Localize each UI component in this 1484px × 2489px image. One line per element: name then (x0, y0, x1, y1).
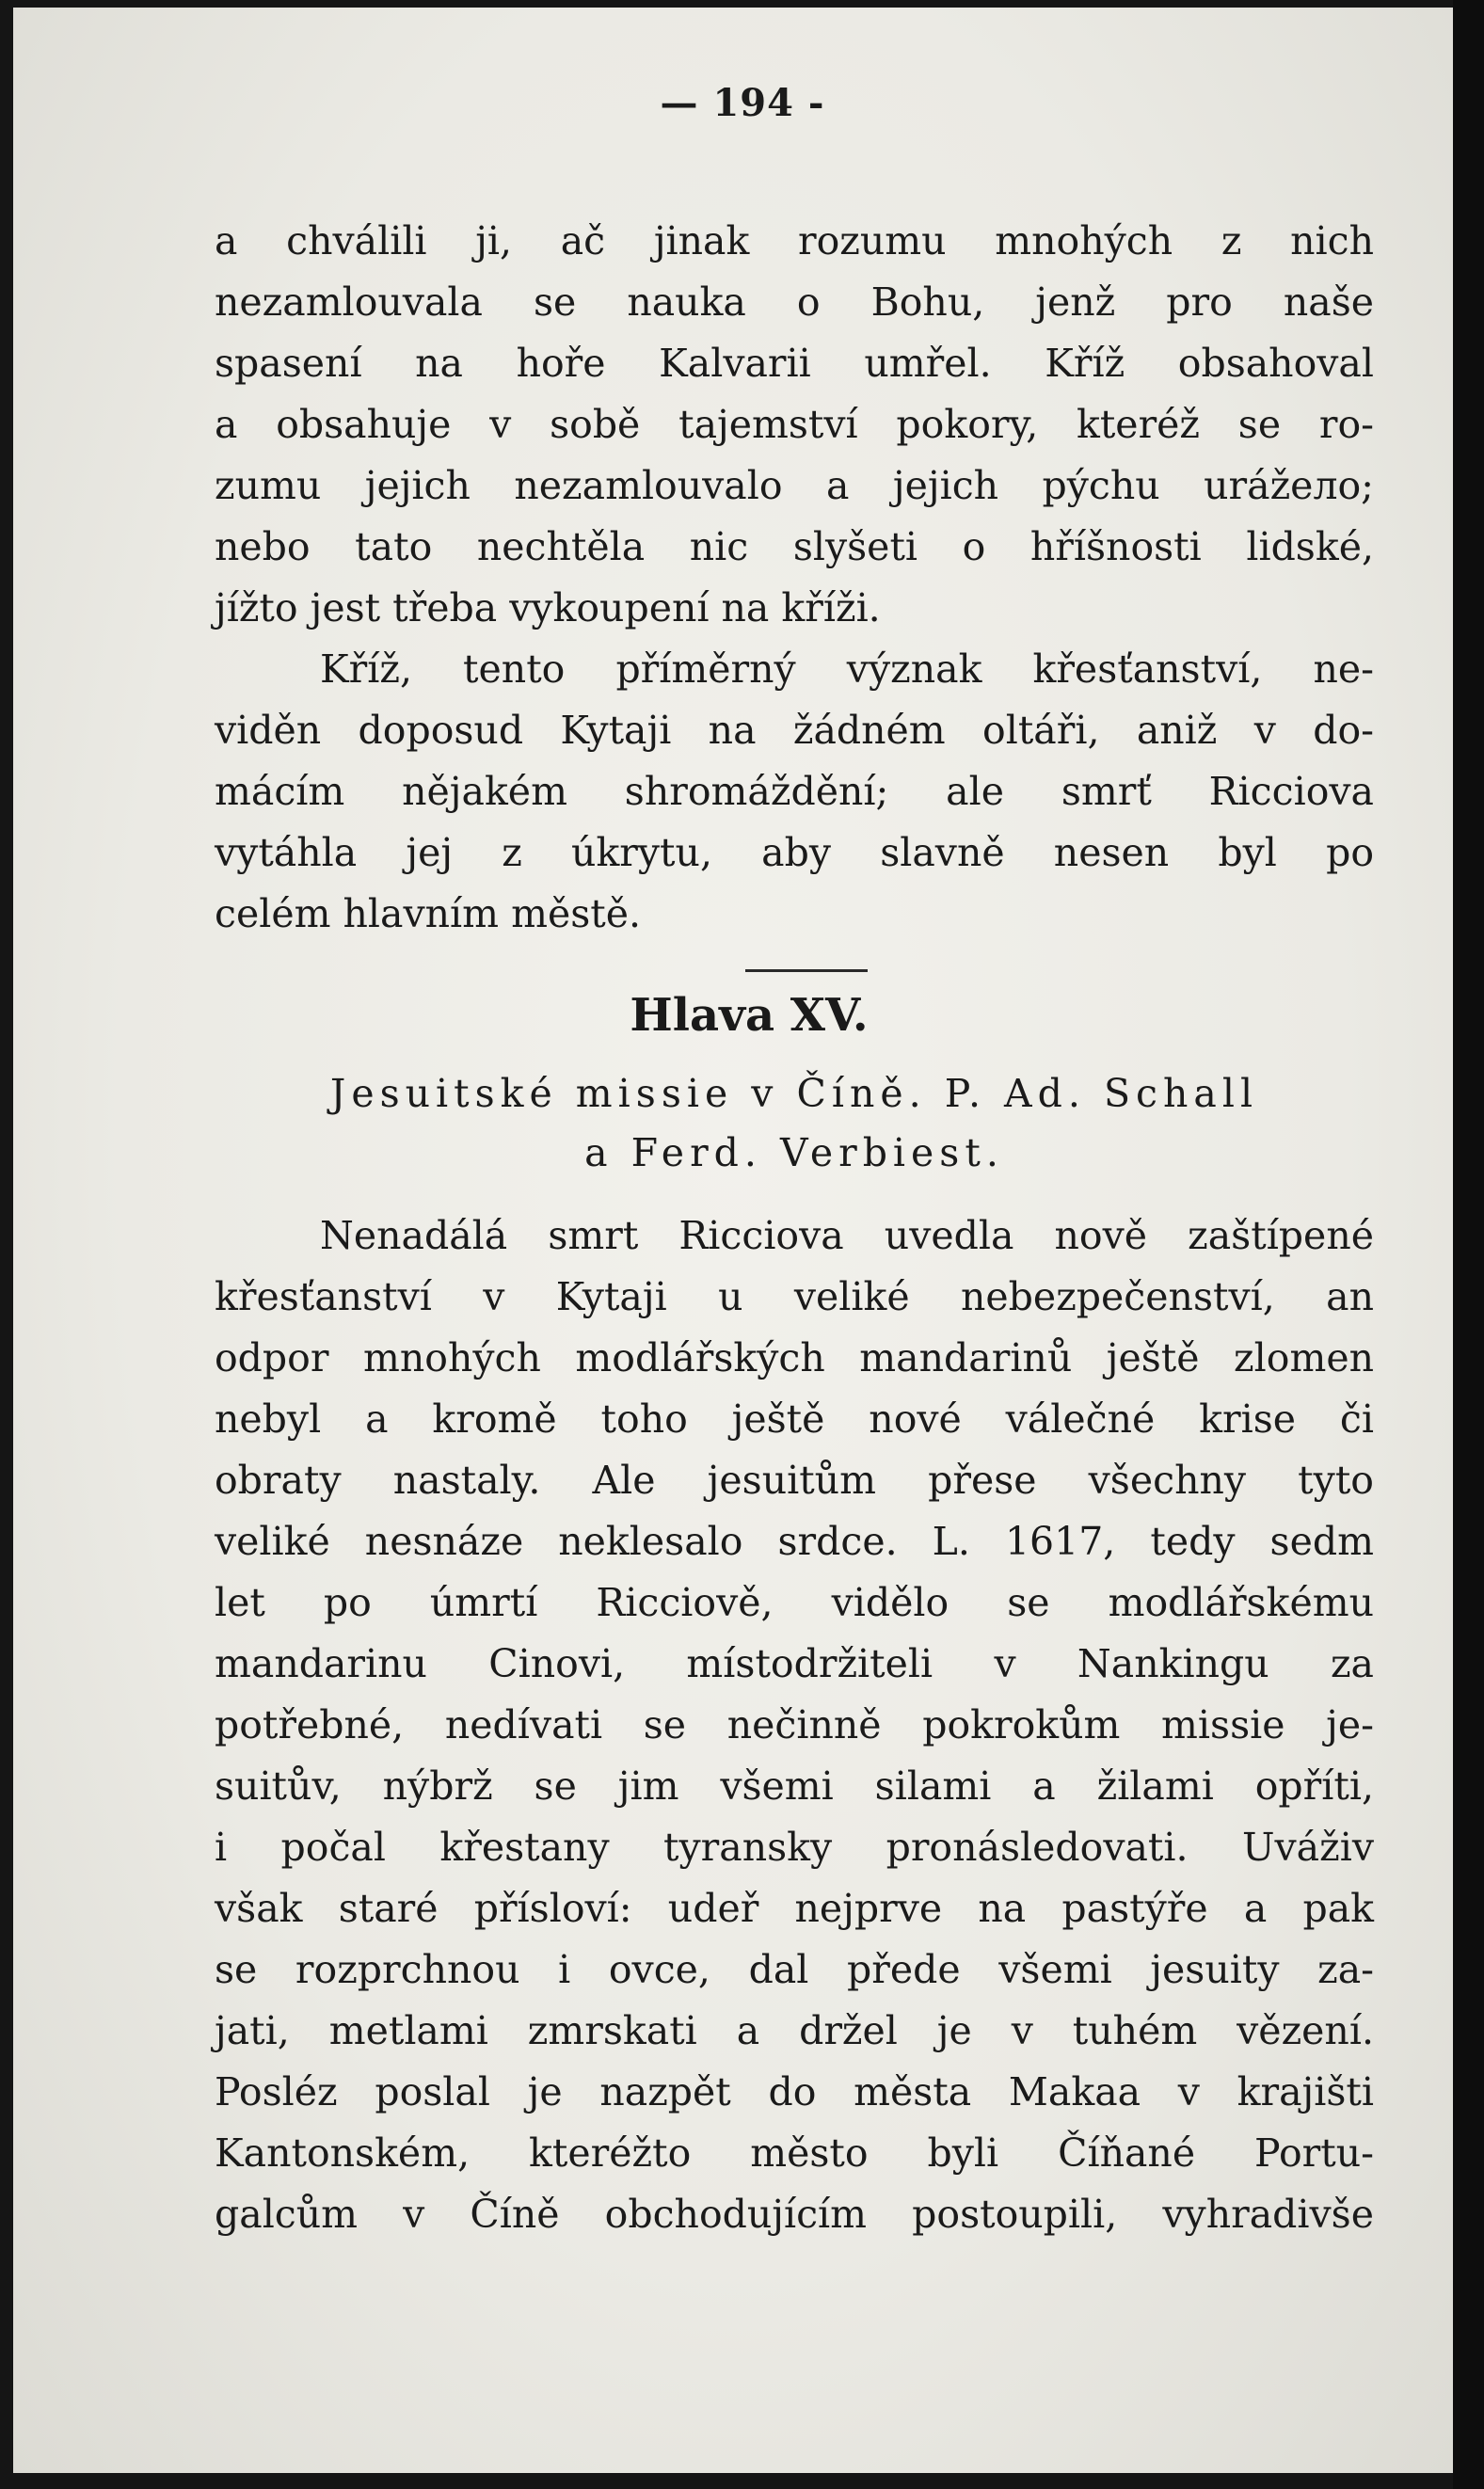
paragraph-2 (215, 639, 1374, 945)
page-number: — 194 - (660, 81, 825, 125)
text-line: i počal křestany tyransky pronásledovati. Uváživ (215, 1825, 1374, 1870)
text-line: křesťanství v Kytaji u veliké nebezpečenství, an (215, 1274, 1374, 1319)
text-line: galcům v Číně obchodujícím postoupili, vyhradivše (215, 2192, 1374, 2237)
text-line: mácím nějakém shromáždění; ale smrť Ricciova (215, 769, 1374, 814)
text-line: veliké nesnáze neklesalo srdce. L. 1617, tedy sedm (215, 1519, 1374, 1564)
text-line: se rozprchnou i ovce, dal přede všemi jesuity za- (215, 1947, 1374, 1992)
text-line: Nenadálá smrt Ricciova uvedla nově zaštípené (320, 1213, 1374, 1258)
text-line: suitův, nýbrž se jim všemi silami a žilami opříti, (215, 1763, 1374, 1809)
text-line: Kantonském, kteréžto město byli Číňané Portu- (215, 2130, 1374, 2176)
text-line: let po úmrtí Ricciově, vidělo se modlářskému (215, 1580, 1374, 1625)
text-line: spasení na hoře Kalvarii umřel. Kříž obsahoval (215, 341, 1374, 386)
text-line: viděn doposud Kytaji na žádném oltáři, aniž v do- (215, 708, 1374, 753)
text-line: obraty nastaly. Ale jesuitům přese všechny tyto (215, 1458, 1374, 1503)
text-line: a obsahuje v sobě tajemství pokory, kteréž se ro- (215, 402, 1374, 447)
text-line: potřebné, nedívati se nečinně pokrokům missie je- (215, 1702, 1374, 1747)
text-line: jížto jest třeba vykoupení na kříži. (215, 585, 881, 630)
text-line: nebyl a kromě toho ještě nové válečné krise či (215, 1396, 1374, 1442)
text-line: však staré přísloví: udeř nejprve na pastýře a pak (215, 1886, 1374, 1931)
text-line: nebo tato nechtěla nic slyšeti o hříšnosti lidské, (215, 524, 1374, 569)
text-line: celém hlavním městě. (215, 891, 642, 936)
paper-sheet (13, 8, 1453, 2473)
text-line: mandarinu Cinovi, místodržiteli v Nankingu za (215, 1641, 1374, 1686)
text-line: vytáhla jej z úkrytu, aby slavně nesen byl po (215, 830, 1374, 875)
text-line: jati, metlami zmrskati a držel je v tuhém vězení. (215, 2008, 1374, 2053)
chapter-subtitle-continued: a Ferd. Verbiest. (584, 1130, 1004, 1175)
scan-border (1453, 0, 1484, 2489)
section-divider (745, 969, 868, 972)
text-line: Kříž, tento příměrný význak křesťanství, ne- (320, 646, 1374, 692)
paragraph-3 (215, 1205, 1374, 2245)
text-line: Posléz poslal je nazpět do města Makaa v krajišti (215, 2069, 1374, 2114)
text-line: odpor mnohých modlářských mandarinů ještě zlomen (215, 1335, 1374, 1380)
text-line: zumu jejich nezamlouvalo a jejich pýchu urážело; (215, 463, 1374, 508)
paragraph-1 (215, 211, 1374, 639)
chapter-title: Hlava XV. (630, 989, 869, 1042)
text-line: nezamlouvala se nauka o Bohu, jenž pro naše (215, 279, 1374, 325)
text-line: a chválili ji, ač jinak rozumu mnohých z nich (215, 218, 1374, 263)
chapter-subtitle: Jesuitské missie v Číně. P. Ad. Schall (329, 1071, 1259, 1116)
